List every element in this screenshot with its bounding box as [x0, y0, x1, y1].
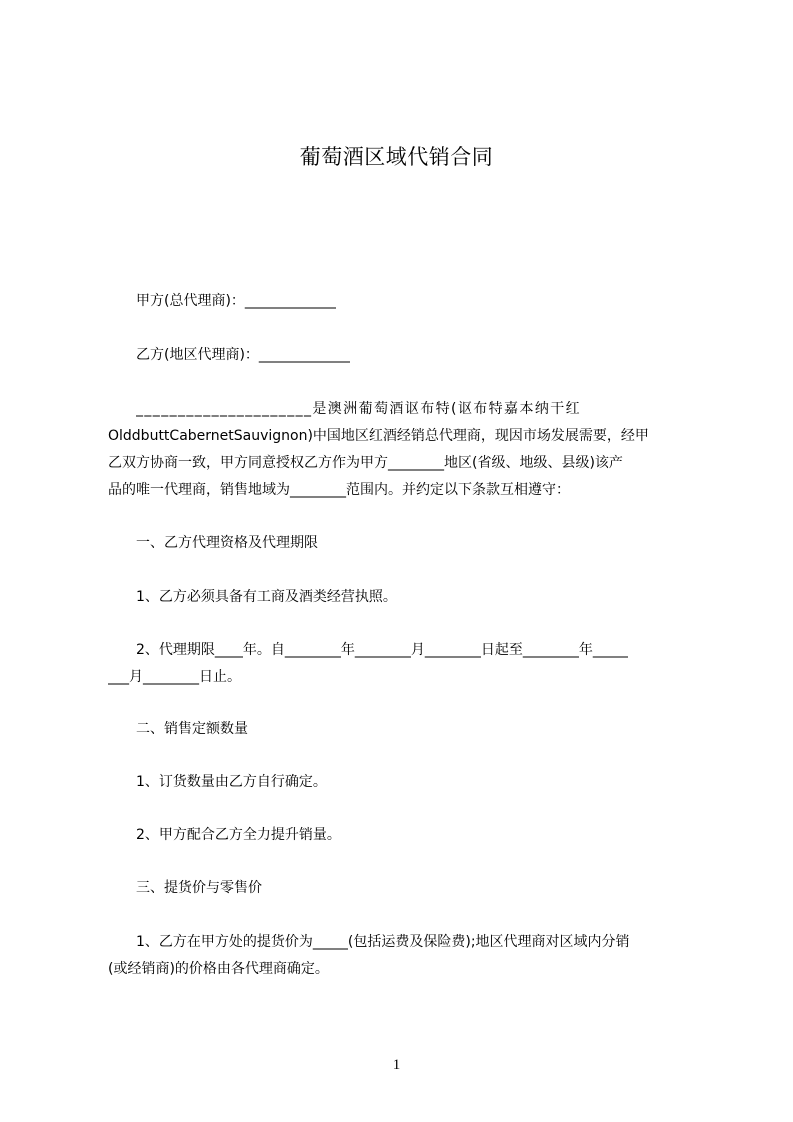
section-3-item-1-line-1: 1、乙方在甲方处的提货价为_____(包括运费及保险费);地区代理商对区域内分销 — [136, 934, 630, 950]
section-2-item-2: 2、甲方配合乙方全力提升销量。 — [136, 827, 341, 843]
section-1-item-2-line-1: 2、代理期限____年。自________年________月________日起至________年_____ — [136, 642, 628, 658]
intro-paragraph-line-1: _____________________是澳洲葡萄酒讴布特(讴布特嘉本纳干红 — [136, 401, 582, 417]
section-1-item-2-line-2: ___月________日止。 — [108, 669, 241, 685]
section-2-heading: 二、销售定额数量 — [136, 721, 248, 737]
party-a-line: 甲方(总代理商)：_____________ — [136, 293, 336, 309]
party-b-line: 乙方(地区代理商)：_____________ — [136, 347, 350, 363]
intro-paragraph-line-4: 品的唯一代理商，销售地域为________范围内。并约定以下条款互相遵守： — [108, 482, 570, 498]
section-3-heading: 三、提货价与零售价 — [136, 880, 262, 896]
section-1-item-1: 1、乙方必须具备有工商及酒类经营执照。 — [136, 589, 397, 605]
page-number: 1 — [392, 1057, 401, 1073]
intro-paragraph-line-3: 乙双方协商一致，甲方同意授权乙方作为甲方________地区(省级、地级、县级)该产 — [108, 455, 623, 471]
section-2-item-1: 1、订货数量由乙方自行确定。 — [136, 774, 327, 790]
section-1-heading: 一、乙方代理资格及代理期限 — [136, 535, 318, 551]
intro-paragraph-line-2: OlddbuttCabernetSauvignon)中国地区红酒经销总代理商，现因市场发展需要，经甲 — [108, 428, 649, 444]
page-title: 葡萄酒区域代销合同 — [299, 145, 494, 169]
section-3-item-1-line-2: (或经销商)的价格由各代理商确定。 — [108, 961, 329, 977]
